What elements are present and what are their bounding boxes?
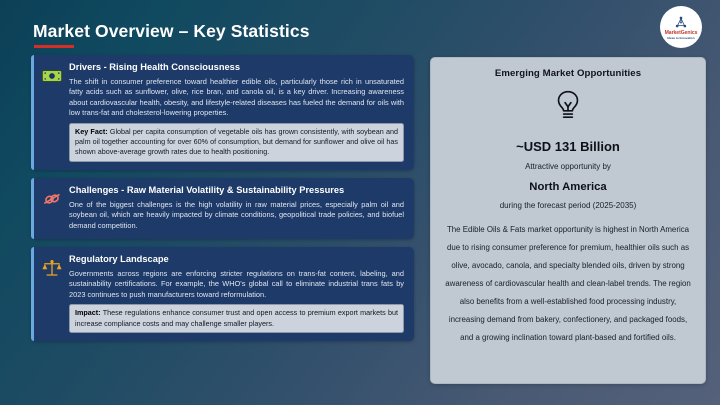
card-regulatory xyxy=(31,247,414,341)
logo-tagline: Ideas to Innovation xyxy=(667,35,695,40)
opportunity-subtitle-1: Attractive opportunity by xyxy=(525,162,611,171)
card-drivers xyxy=(31,55,414,170)
card-title: Regulatory Landscape xyxy=(69,254,169,265)
logo-name: MarketGenics xyxy=(664,29,698,36)
card-challenges xyxy=(31,178,414,239)
card-accent-bar xyxy=(31,55,34,170)
opportunity-subtitle-2: during the forecast period (2025-2035) xyxy=(499,201,637,210)
callout-text: Global per capita consumption of vegetable oils has grown consistently, with soybean and palm oil together accounting for over 60% of consumption, but demand for sunflower and olive oil has shown above-average growth rates due to health positioning. xyxy=(75,126,398,157)
card-body: Governments across regions are enforcing stricter regulations on trans-fat content, labeling, and sustainability certifications. For example, the WHO's global call to eliminate industrial trans fats by 2023 continues to push manufacturers toward reformulation. xyxy=(69,268,404,299)
slide-header xyxy=(0,0,720,52)
callout-label: Key Fact: xyxy=(75,126,108,136)
card-accent-bar xyxy=(31,247,34,341)
opportunity-value: ~USD 131 Billion xyxy=(516,139,620,154)
title-underline-accent xyxy=(34,45,74,48)
network-nodes-icon xyxy=(673,15,689,30)
card-callout-impact xyxy=(69,304,404,333)
brand-logo xyxy=(660,6,702,48)
opportunity-region: North America xyxy=(529,181,607,193)
emerging-market-opportunities-panel xyxy=(430,57,706,384)
lightbulb-icon xyxy=(445,89,691,123)
card-body: One of the biggest challenges is the high volatility in raw material prices, especially palm oil and soybean oil, which are heavily impacted by climate conditions, geopolitical trade policies, and biofuel demand competition. xyxy=(69,199,404,230)
callout-label: Impact: xyxy=(75,308,101,318)
card-title: Challenges - Raw Material Volatility & Sustainability Pressures xyxy=(69,184,345,195)
page-title: Market Overview – Key Statistics xyxy=(33,21,310,41)
card-title: Drivers - Rising Health Consciousness xyxy=(69,62,241,72)
money-banknote-icon xyxy=(40,64,64,88)
left-content-column xyxy=(31,55,414,349)
balance-scales-icon xyxy=(40,256,64,280)
callout-text: These regulations enhance consumer trust and open access to premium export markets but increase compliance costs and may challenge smaller players. xyxy=(75,308,398,328)
card-accent-bar xyxy=(31,178,34,239)
broken-link-icon xyxy=(40,187,64,211)
card-callout-keyfact xyxy=(69,123,404,162)
card-body: The shift in consumer preference toward healthier edible oils, particularly those rich in unsaturated fatty acids such as sunflower, olive, rice bran, and canola oil, is a key driver. Increasing awareness about cardiovascular health, obesity, and lifestyle-related diseases has fueled the demand for oils with low trans-fat and cholesterol-lowering properties. xyxy=(69,76,404,118)
opportunity-description: The Edible Oils & Fats market opportunity is highest in North America due to rising consumer preference for premium, healthier oils such as olive, avocado, canola, and specialty blended oils, driven by strong awareness of cardiovascular health and clean-label trends. The region also benefits from a well-established food processing industry, increasing demand from bakery, confectionery, and packaged foods, and a growing inclination toward plant-based and fortified oils. xyxy=(445,225,691,343)
opportunity-heading: Emerging Market Opportunities xyxy=(494,68,642,79)
